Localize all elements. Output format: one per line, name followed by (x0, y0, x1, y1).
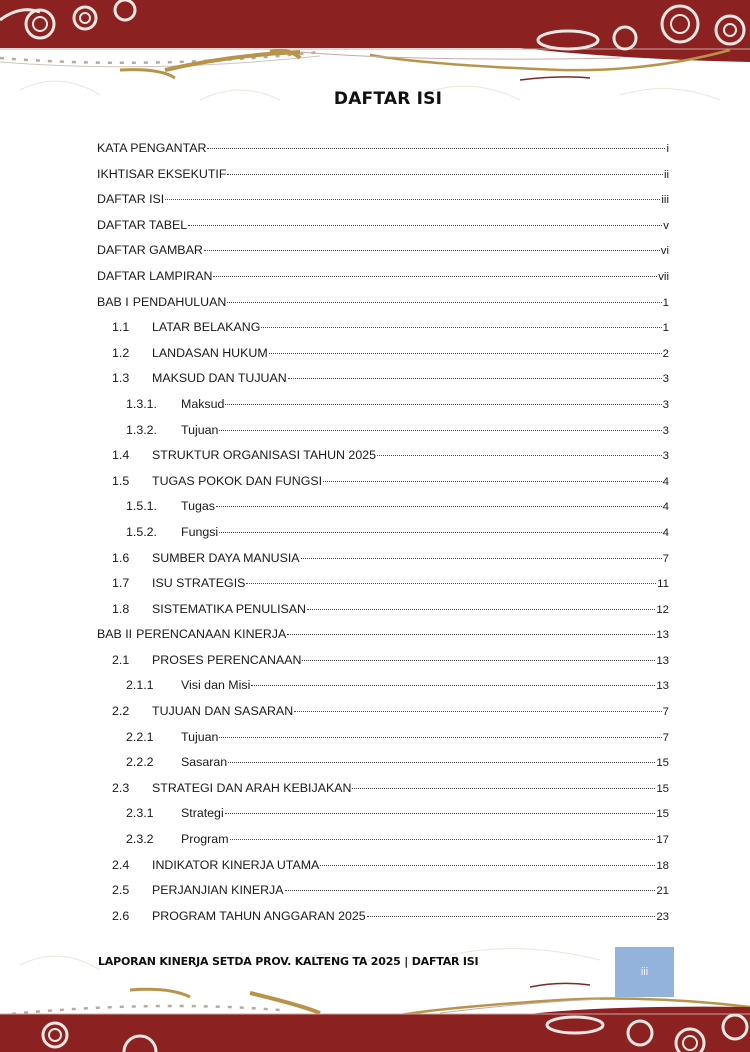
toc-entry-page: 15 (656, 808, 669, 821)
toc-entry-title: PROGRAM TAHUN ANGGARAN 2025 (152, 908, 366, 923)
dot-leader (228, 762, 655, 763)
toc-entry-page: iii (661, 194, 669, 207)
toc-entry-number: 2.2.2 (126, 755, 154, 770)
toc-entry-title: DAFTAR TABEL (97, 217, 188, 232)
toc-entry-number: 2.5 (112, 883, 130, 898)
toc-entry-page: 1 (662, 296, 669, 309)
toc-entry-number: 2.1 (112, 652, 130, 667)
toc-entry-page: 4 (662, 526, 669, 539)
toc-entry-title: STRUKTUR ORGANISASI TAHUN 2025 (152, 448, 376, 463)
toc-entry[interactable] (97, 678, 669, 704)
dot-leader (207, 148, 665, 149)
toc-entry-number: 2.2 (112, 704, 130, 719)
dot-leader (302, 660, 655, 661)
toc-entry-page: 21 (656, 885, 669, 898)
toc-entry-title: Tujuan (181, 422, 219, 437)
toc-entry-title: PROSES PERENCANAAN (152, 652, 302, 667)
toc-entry-title: LATAR BELAKANG (152, 320, 261, 335)
toc-entry[interactable] (97, 704, 669, 730)
toc-entry-title: Program (181, 832, 229, 847)
dot-leader (188, 225, 662, 226)
toc-entry-title: PENDAHULUAN (132, 294, 227, 309)
toc-entry-number: 2.4 (112, 857, 130, 872)
toc-entry-title: LANDASAN HUKUM (152, 345, 268, 360)
dot-leader (367, 916, 656, 917)
toc-entry-title: Maksud (181, 396, 225, 411)
toc-entry-page: vii (658, 270, 669, 283)
toc-entry-title: KATA PENGANTAR (97, 141, 207, 155)
toc-entry[interactable] (97, 448, 669, 474)
dot-leader (165, 199, 660, 200)
toc-entry[interactable] (97, 806, 669, 832)
toc-entry[interactable] (97, 627, 669, 653)
toc-entry[interactable] (97, 602, 669, 628)
dot-leader (285, 890, 656, 891)
toc-entry-title: Tujuan (181, 729, 219, 744)
dot-leader (301, 558, 662, 559)
toc-entry[interactable] (97, 269, 669, 295)
toc-entry-title: SISTEMATIKA PENULISAN (152, 601, 307, 616)
toc-entry-number: 2.3 (112, 780, 130, 795)
toc-entry-number: 1.6 (112, 550, 130, 565)
toc-entry-page: 4 (662, 501, 669, 514)
toc-entry-title: Fungsi (181, 524, 219, 539)
toc-entry[interactable] (97, 499, 669, 525)
toc-entry-title: TUGAS POKOK DAN FUNGSI (152, 473, 323, 488)
toc-entry-title: MAKSUD DAN TUJUAN (152, 371, 287, 386)
toc-entry[interactable] (97, 832, 669, 858)
toc-entry-number: 1.3.2. (126, 422, 158, 437)
page-title: DAFTAR ISI (333, 89, 443, 109)
toc-entry-page: 15 (656, 757, 669, 770)
toc-entry-number: BAB II (97, 627, 133, 642)
table-of-contents (97, 141, 669, 934)
toc-entry[interactable] (97, 371, 669, 397)
dot-leader (246, 583, 656, 584)
toc-entry-page: 2 (662, 347, 669, 360)
toc-entry-page: 7 (662, 706, 669, 719)
dot-leader (251, 685, 655, 686)
toc-entry[interactable] (97, 551, 669, 577)
dot-leader (352, 788, 655, 789)
dot-leader (219, 737, 661, 738)
toc-entry-page: v (663, 219, 669, 232)
toc-entry-number: 1.8 (112, 601, 130, 616)
toc-entry[interactable] (97, 192, 669, 218)
toc-entry-number: 2.2.1 (126, 729, 154, 744)
footer-running-title: LAPORAN KINERJA SETDA PROV. KALTENG TA 2025 | DAFTAR ISI (98, 955, 479, 968)
toc-entry-number: 2.3.2 (126, 832, 154, 847)
dot-leader (230, 839, 656, 840)
toc-entry[interactable] (97, 576, 669, 602)
dot-leader (213, 276, 657, 277)
toc-entry-number: 1.3 (112, 371, 130, 386)
dot-leader (377, 455, 662, 456)
toc-entry-title: Sasaran (181, 755, 228, 770)
toc-entry-title: SUMBER DAYA MANUSIA (152, 550, 300, 565)
toc-entry-title: DAFTAR LAMPIRAN (97, 268, 213, 283)
toc-entry[interactable] (97, 423, 669, 449)
toc-entry-number: 2.1.1 (126, 678, 154, 693)
dot-leader (320, 865, 655, 866)
toc-entry-title: INDIKATOR KINERJA UTAMA (152, 857, 320, 872)
dot-leader (261, 327, 661, 328)
toc-entry-number: 1.1 (112, 320, 130, 335)
toc-entry-title: ISU STRATEGIS (152, 576, 246, 591)
toc-entry-title: IKHTISAR EKSEKUTIF (97, 166, 227, 181)
toc-entry-title: Tugas (181, 499, 215, 514)
toc-entry[interactable] (97, 397, 669, 423)
dot-leader (204, 250, 660, 251)
toc-entry-number: BAB I (97, 294, 129, 309)
dot-leader (219, 532, 661, 533)
toc-entry-number: 1.3.1. (126, 396, 158, 411)
toc-entry[interactable] (97, 730, 669, 756)
toc-entry[interactable] (97, 653, 669, 679)
toc-entry-page: 7 (662, 731, 669, 744)
toc-entry-page: 12 (656, 603, 669, 616)
dot-leader (227, 174, 663, 175)
toc-entry[interactable] (97, 781, 669, 807)
dot-leader (323, 481, 662, 482)
toc-entry-page: 18 (656, 859, 669, 872)
dot-leader (219, 430, 661, 431)
toc-entry-title: TUJUAN DAN SASARAN (152, 704, 294, 719)
toc-entry-page: 13 (656, 680, 669, 693)
toc-entry[interactable] (97, 883, 669, 909)
toc-entry[interactable] (97, 525, 669, 551)
toc-entry-title: Visi dan Misi (181, 678, 251, 693)
toc-entry-number: 1.4 (112, 448, 130, 463)
toc-entry-page: i (666, 143, 669, 155)
toc-entry-page: 3 (662, 373, 669, 386)
toc-entry-number: 2.3.1 (126, 806, 154, 821)
page-number: iii (640, 966, 649, 978)
toc-entry[interactable] (97, 295, 669, 321)
toc-entry-number: 1.5.2. (126, 524, 158, 539)
dot-leader (227, 302, 661, 303)
toc-entry[interactable] (97, 346, 669, 372)
toc-entry-page: ii (663, 168, 669, 181)
toc-entry[interactable] (97, 141, 669, 167)
toc-entry[interactable] (97, 909, 669, 935)
toc-entry[interactable] (97, 218, 669, 244)
toc-entry-page: 17 (656, 834, 669, 847)
toc-entry-page: 15 (656, 782, 669, 795)
toc-entry[interactable] (97, 243, 669, 269)
toc-entry-number: 1.5 (112, 473, 130, 488)
toc-entry-page: 23 (656, 910, 669, 923)
toc-entry-title: PERENCANAAN KINERJA (136, 627, 287, 642)
toc-entry[interactable] (97, 755, 669, 781)
toc-entry-page: 1 (662, 322, 669, 335)
toc-entry-page: 13 (656, 629, 669, 642)
toc-entry-page: 3 (662, 398, 669, 411)
toc-entry-page: 3 (662, 424, 669, 437)
page-number-box (615, 947, 674, 997)
toc-entry-number: 1.5.1. (126, 499, 158, 514)
toc-entry-title: DAFTAR GAMBAR (97, 243, 203, 258)
toc-entry-title: PERJANJIAN KINERJA (152, 883, 284, 898)
toc-entry-page: 4 (662, 475, 669, 488)
toc-entry[interactable] (97, 167, 669, 193)
dot-leader (225, 813, 656, 814)
dot-leader (287, 634, 655, 635)
toc-entry-page: 7 (662, 552, 669, 565)
dot-leader (216, 506, 662, 507)
toc-entry[interactable] (97, 858, 669, 884)
dot-leader (288, 378, 662, 379)
toc-entry-page: vi (660, 245, 669, 258)
toc-entry-number: 1.7 (112, 576, 130, 591)
toc-entry-title: STRATEGI DAN ARAH KEBIJAKAN (152, 780, 352, 795)
dot-leader (294, 711, 662, 712)
toc-entry-number: 2.6 (112, 908, 130, 923)
toc-entry[interactable] (97, 474, 669, 500)
toc-entry-title: Strategi (181, 806, 224, 821)
dot-leader (269, 353, 662, 354)
toc-entry-page: 13 (656, 654, 669, 667)
toc-entry-number: 1.2 (112, 345, 130, 360)
dot-leader (307, 609, 655, 610)
dot-leader (225, 404, 661, 405)
toc-entry-page: 11 (657, 578, 669, 591)
toc-entry-page: 3 (662, 450, 669, 463)
toc-entry-title: DAFTAR ISI (97, 192, 165, 207)
toc-entry[interactable] (97, 320, 669, 346)
